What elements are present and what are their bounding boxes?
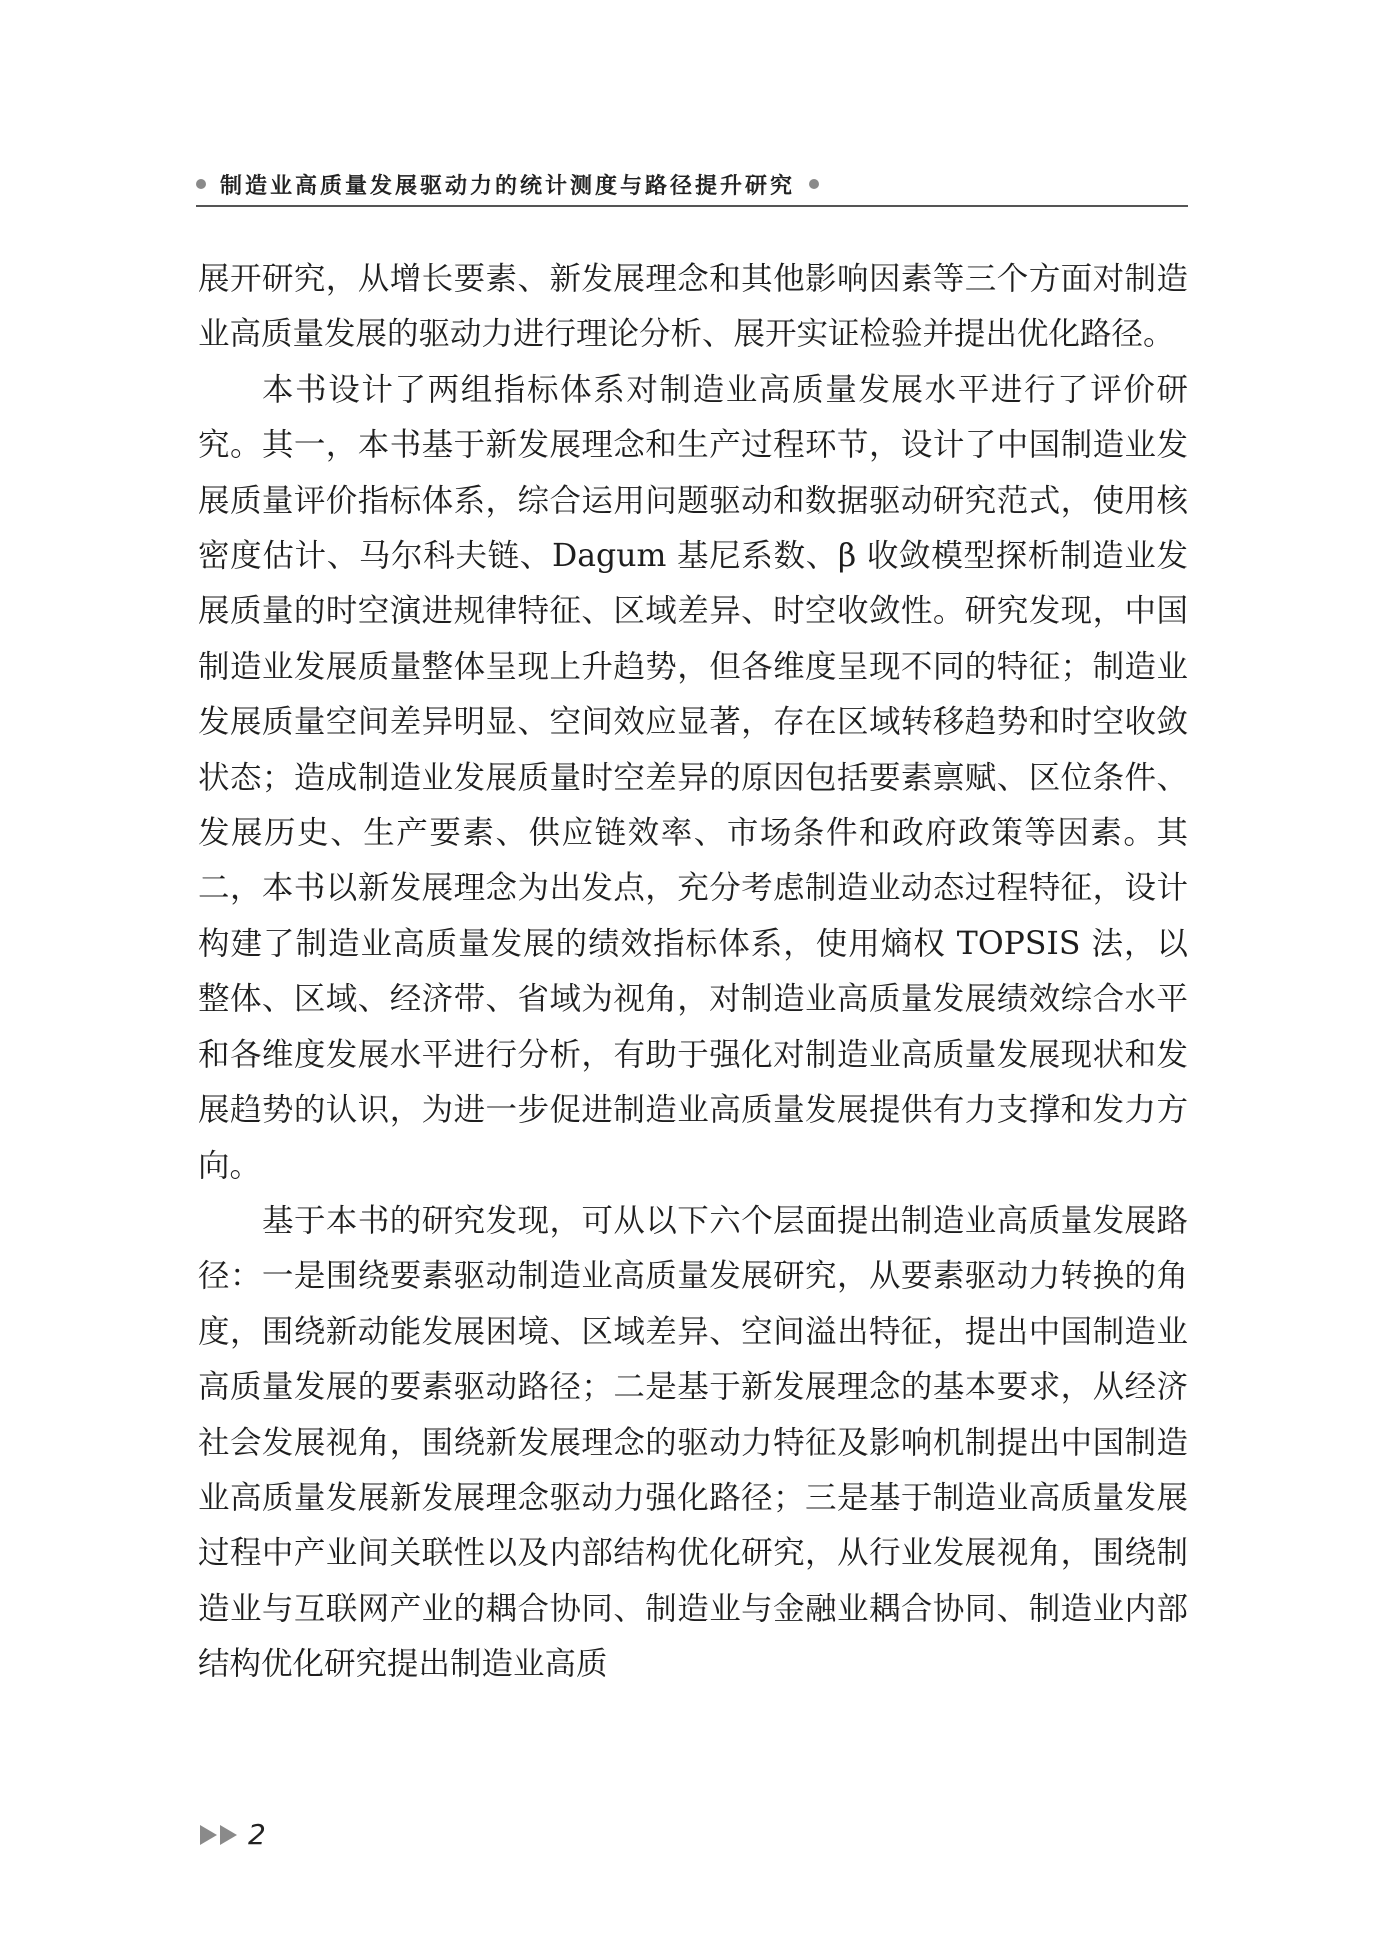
paragraph: 基于本书的研究发现，可从以下六个层面提出制造业高质量发展路径：一是围绕要素驱动制造业高质量发展研究，从要素驱动力转换的角度，围绕新动能发展困境、区域差异、空间溢出特征，提出中国制造业高质量发展的要素驱动路径；二是基于新发展理念的基本要求，从经济社会发展视角，围绕新发展理念的驱动力特征及影响机制提出中国制造业高质量发展新发展理念驱动力强化路径；三是基于制造业高质量发展过程中产业间关联性以及内部结构优化研究，从行业发展视角，围绕制造业与互联网产业的耦合协同、制造业与金融业耦合协同、制造业内部结构优化研究提出制造业高质 [198, 1202, 1188, 1683]
body-text [198, 252, 1188, 1693]
running-header [196, 164, 1188, 204]
page-footer [200, 1818, 266, 1851]
header-rule [196, 205, 1188, 207]
paragraph: 本书设计了两组指标体系对制造业高质量发展水平进行了评价研究。其一，本书基于新发展理念和生产过程环节，设计了中国制造业发展质量评价指标体系，综合运用问题驱动和数据驱动研究范式，使用核密度估计、马尔科夫链、Dagum 基尼系数、β 收敛模型探析制造业发展质量的时空演进规律特征、区域差异、时空收敛性。研究发现，中国制造业发展质量整体呈现上升趋势，但各维度呈现不同的特征；制造业发展质量空间差异明显、空间效应显著，存在区域转移趋势和时空收敛状态；造成制造业发展质量时空差异的原因包括要素禀赋、区位条件、发展历史、生产要素、供应链效率、市场条件和政府政策等因素。其二，本书以新发展理念为出发点，充分考虑制造业动态过程特征，设计构建了制造业高质量发展的绩效指标体系，使用熵权 TOPSIS 法，以整体、区域、经济带、省域为视角，对制造业高质量发展绩效综合水平和各维度发展水平进行分析，有助于强化对制造业高质量发展现状和发展趋势的认识，为进一步促进制造业高质量发展提供有力支撑和发力方向。 [198, 371, 1188, 1184]
header-right-dot-icon [809, 179, 819, 189]
paragraph-continued: 展开研究，从增长要素、新发展理念和其他影响因素等三个方面对制造业高质量发展的驱动力进行理论分析、展开实证检验并提出优化路径。 [198, 261, 1188, 353]
page-number: 2 [248, 1818, 266, 1851]
triangle-right-icon [220, 1825, 237, 1845]
header-left-dot-icon [196, 179, 206, 189]
running-header-title: 制造业高质量发展驱动力的统计测度与路径提升研究 [220, 173, 796, 199]
triangle-right-icon [200, 1825, 217, 1845]
